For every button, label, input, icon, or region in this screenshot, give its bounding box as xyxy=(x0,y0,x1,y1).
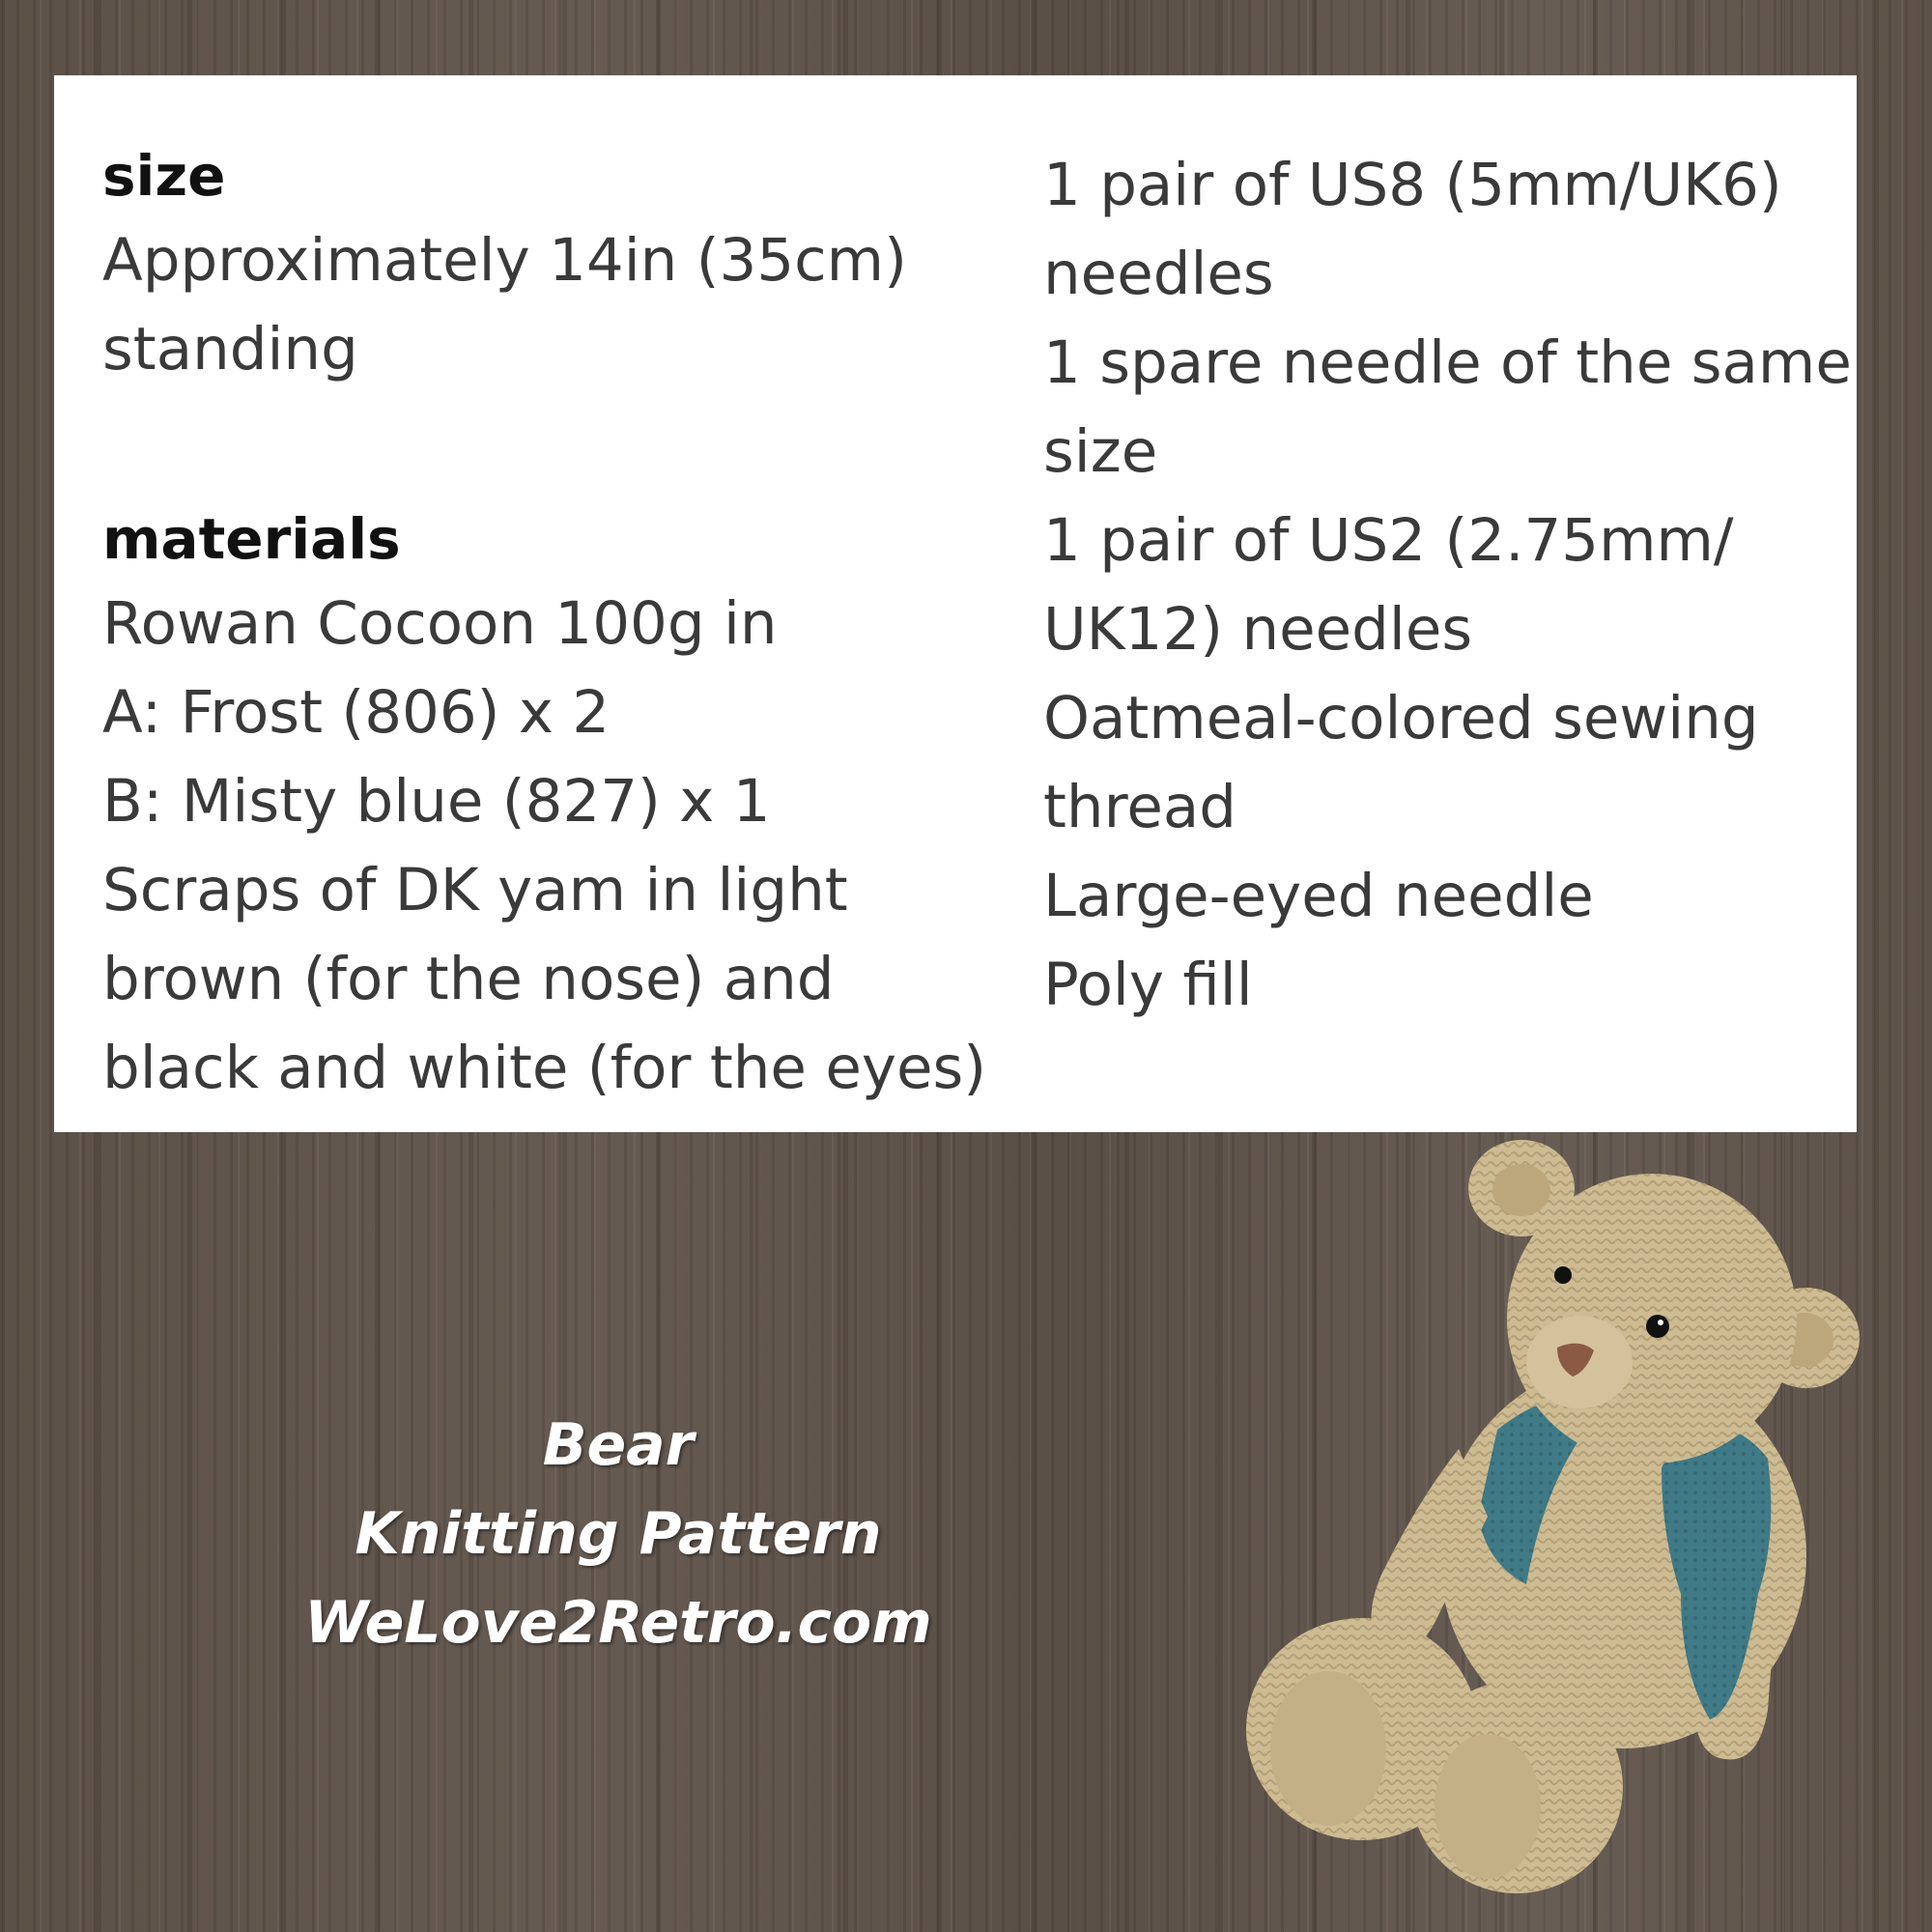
pattern-card xyxy=(54,75,1857,1132)
materials-line: Oatmeal-colored sewing xyxy=(1043,684,1759,753)
caption-subtitle: Knitting Pattern xyxy=(355,1500,882,1568)
bear-foot-pad xyxy=(1270,1671,1386,1826)
materials-line: Rowan Cocoon 100g in xyxy=(102,589,778,658)
bear-foot-pad xyxy=(1435,1734,1541,1879)
materials-line: Scraps of DK yam in light xyxy=(102,856,848,924)
materials-heading: materials xyxy=(102,506,401,572)
materials-line: brown (for the nose) and xyxy=(102,945,835,1013)
materials-line: 1 pair of US8 (5mm/UK6) xyxy=(1043,151,1782,219)
materials-line: needles xyxy=(1043,240,1274,308)
caption-title: Bear xyxy=(542,1411,695,1479)
bear-ear-inner xyxy=(1492,1164,1550,1216)
materials-line: 1 pair of US2 (2.75mm/ xyxy=(1043,506,1734,575)
knitted-bear-image xyxy=(1140,1130,1874,1903)
caption-website: WeLove2Retro.com xyxy=(304,1589,932,1657)
spacer xyxy=(102,394,1010,498)
materials-line: thread xyxy=(1043,773,1236,841)
materials-line: A: Frost (806) x 2 xyxy=(102,678,611,747)
eye-highlight xyxy=(1658,1320,1663,1325)
bear-eye-left xyxy=(1554,1266,1572,1284)
materials-line: Poly fill xyxy=(1043,951,1253,1019)
size-heading: size xyxy=(102,143,226,209)
bear-eye-right xyxy=(1646,1315,1669,1338)
materials-line: UK12) needles xyxy=(1043,595,1473,664)
materials-line: Large-eyed needle xyxy=(1043,862,1594,930)
size-line: Approximately 14in (35cm) xyxy=(102,226,907,295)
left-column xyxy=(102,135,1010,1113)
materials-line: B: Misty blue (827) x 1 xyxy=(102,767,771,836)
materials-line: 1 spare needle of the same xyxy=(1043,328,1852,397)
size-line: standing xyxy=(102,315,358,384)
materials-line: black and white (for the eyes) xyxy=(102,1034,987,1102)
caption xyxy=(290,1401,947,1667)
right-column xyxy=(1043,141,1852,1030)
materials-line: size xyxy=(1043,417,1158,486)
